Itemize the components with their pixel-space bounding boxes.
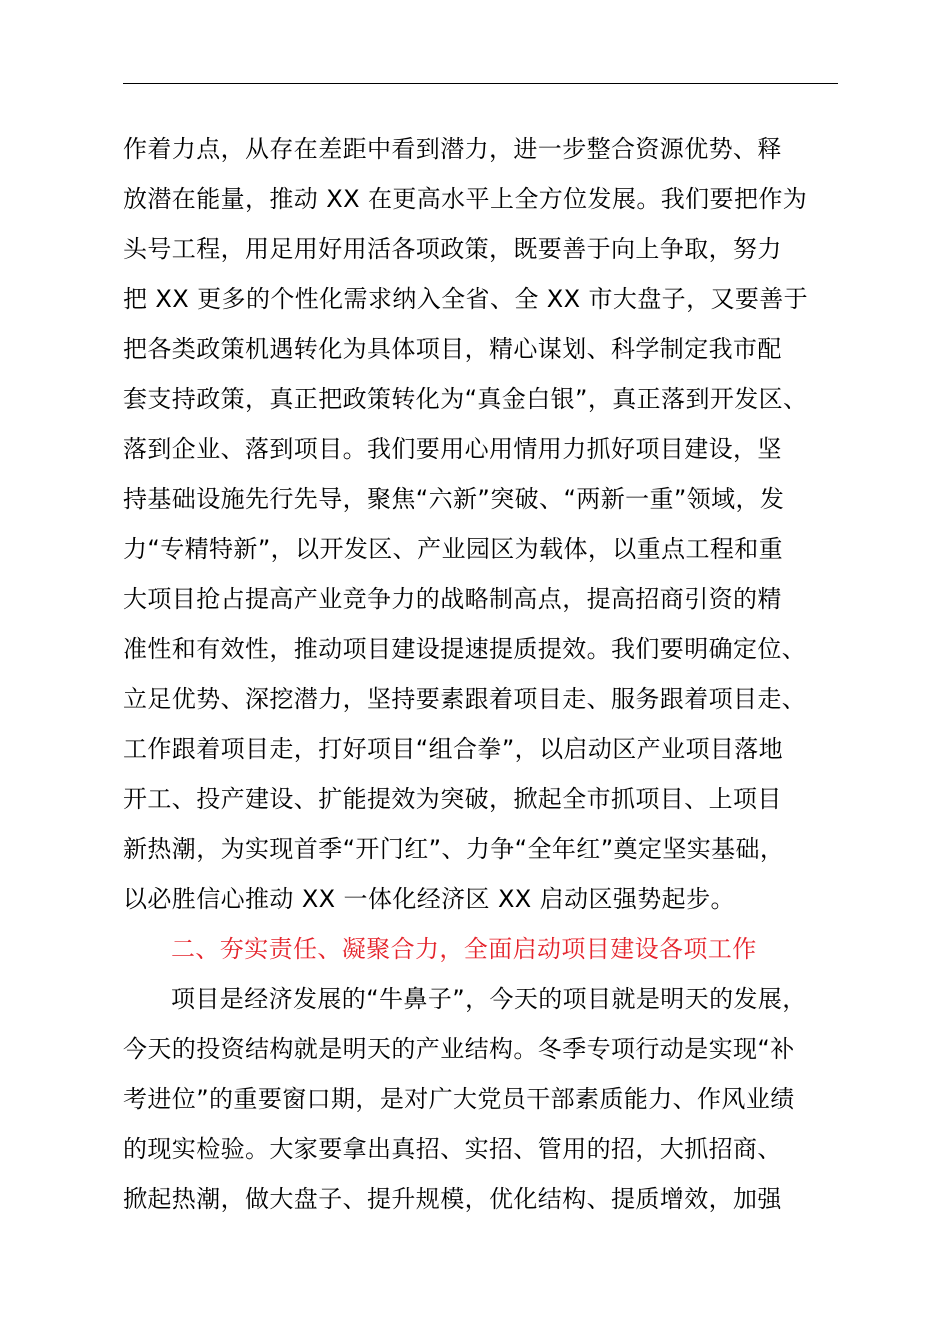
text-line: 的现实检验。大家要拿出真招、实招、管用的招，大抓招商、 bbox=[123, 1135, 782, 1163]
text-line: 力“专精特新”，以开发区、产业园区为载体，以重点工程和重 bbox=[123, 535, 784, 563]
text-line: 大项目抢占提高产业竞争力的战略制高点，提高招商引资的精 bbox=[123, 585, 782, 613]
paragraph-2 bbox=[123, 974, 853, 1224]
text-line: 以必胜信心推动 XX 一体化经济区 XX 启动区强势起步。 bbox=[123, 885, 735, 913]
header-rule bbox=[123, 83, 838, 84]
text-line: 项目是经济发展的“牛鼻子”，今天的项目就是明天的发展， bbox=[171, 985, 807, 1013]
text-line: 开工、投产建设、扩能提效为突破，掀起全市抓项目、上项目 bbox=[123, 785, 782, 813]
section-heading: 二、夯实责任、凝聚合力，全面启动项目建设各项工作 bbox=[171, 935, 757, 963]
document-body bbox=[123, 124, 853, 1224]
text-line: 今天的投资结构就是明天的产业结构。冬季专项行动是实现“补 bbox=[123, 1035, 795, 1063]
text-line: 掀起热潮，做大盘子、提升规模，优化结构、提质增效，加强 bbox=[123, 1185, 782, 1213]
paragraph-1 bbox=[123, 124, 853, 924]
text-line: 考进位”的重要窗口期，是对广大党员干部素质能力、作风业绩 bbox=[123, 1085, 795, 1113]
text-line: 持基础设施先行先导，聚焦“六新”突破、“两新一重”领域，发 bbox=[123, 485, 785, 513]
text-line: 立足优势、深挖潜力，坚持要素跟着项目走、服务跟着项目走、 bbox=[123, 685, 807, 713]
text-line: 套支持政策，真正把政策转化为“真金白银”，真正落到开发区、 bbox=[123, 385, 808, 413]
text-line: 头号工程，用足用好用活各项政策，既要善于向上争取，努力 bbox=[123, 235, 782, 263]
text-line: 作着力点，从存在差距中看到潜力，进一步整合资源优势、释 bbox=[123, 135, 782, 163]
text-line: 落到企业、落到项目。我们要用心用情用力抓好项目建设，坚 bbox=[123, 435, 782, 463]
text-line: 准性和有效性，推动项目建设提速提质提效。我们要明确定位、 bbox=[123, 635, 807, 663]
text-line: 新热潮，为实现首季“开门红”、力争“全年红”奠定坚实基础， bbox=[123, 835, 785, 863]
text-line: 把 XX 更多的个性化需求纳入全省、全 XX 市大盘子，又要善于 bbox=[123, 285, 809, 313]
text-line: 工作跟着项目走，打好项目“组合拳”，以启动区产业项目落地 bbox=[123, 735, 784, 763]
text-line: 把各类政策机遇转化为具体项目，精心谋划、科学制定我市配 bbox=[123, 335, 782, 363]
text-line: 放潜在能量，推动 XX 在更高水平上全方位发展。我们要把作为 bbox=[123, 185, 808, 213]
